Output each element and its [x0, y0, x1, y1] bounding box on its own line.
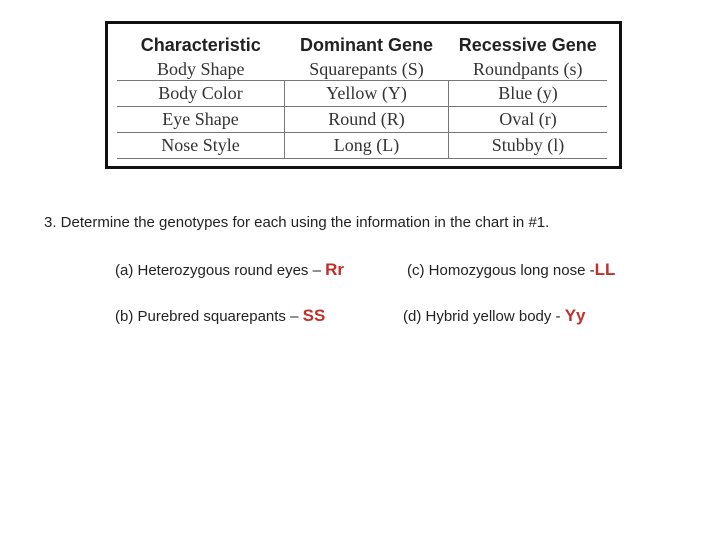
table-cell: Oval (r)	[449, 107, 608, 133]
table-header-row	[117, 33, 607, 58]
table-cell: Squarepants (S)	[309, 58, 424, 79]
item-a-answer: Rr	[325, 260, 345, 279]
item-c	[407, 260, 615, 280]
table-row	[117, 133, 607, 159]
item-c-answer: LL	[594, 260, 616, 279]
item-d	[403, 306, 586, 326]
item-a-label: (a) Heterozygous round eyes –	[115, 262, 326, 279]
table-cell: Blue (y)	[449, 81, 608, 107]
table-row	[117, 107, 607, 133]
table-row	[117, 58, 607, 81]
item-d-label: (d) Hybrid yellow body -	[403, 308, 565, 325]
table-cell: Roundpants (s)	[473, 58, 583, 79]
table-row	[117, 81, 607, 107]
header-dominant-gene: Dominant Gene	[299, 35, 433, 55]
item-c-label: (c) Homozygous long nose -	[407, 262, 595, 279]
table-cell: Nose Style	[117, 133, 285, 159]
table-cell: Eye Shape	[117, 107, 285, 133]
item-b-answer: SS	[302, 306, 326, 325]
question-text: 3. Determine the genotypes for each using the information in the chart in #1.	[44, 214, 550, 231]
item-b-label: (b) Purebred squarepants –	[115, 308, 303, 325]
table-cell: Stubby (l)	[449, 133, 608, 159]
table-cell: Round (R)	[285, 107, 449, 133]
gene-table	[117, 33, 607, 159]
header-recessive-gene: Recessive Gene	[458, 35, 597, 55]
item-b	[115, 306, 325, 326]
table-cell: Long (L)	[285, 133, 449, 159]
table-cell: Yellow (Y)	[285, 81, 449, 107]
table-cell: Body Shape	[157, 58, 245, 79]
header-characteristic: Characteristic	[140, 35, 261, 55]
gene-table-frame	[105, 21, 622, 169]
item-d-answer: Yy	[564, 306, 586, 325]
table-cell: Body Color	[117, 81, 285, 107]
item-a	[115, 260, 344, 280]
